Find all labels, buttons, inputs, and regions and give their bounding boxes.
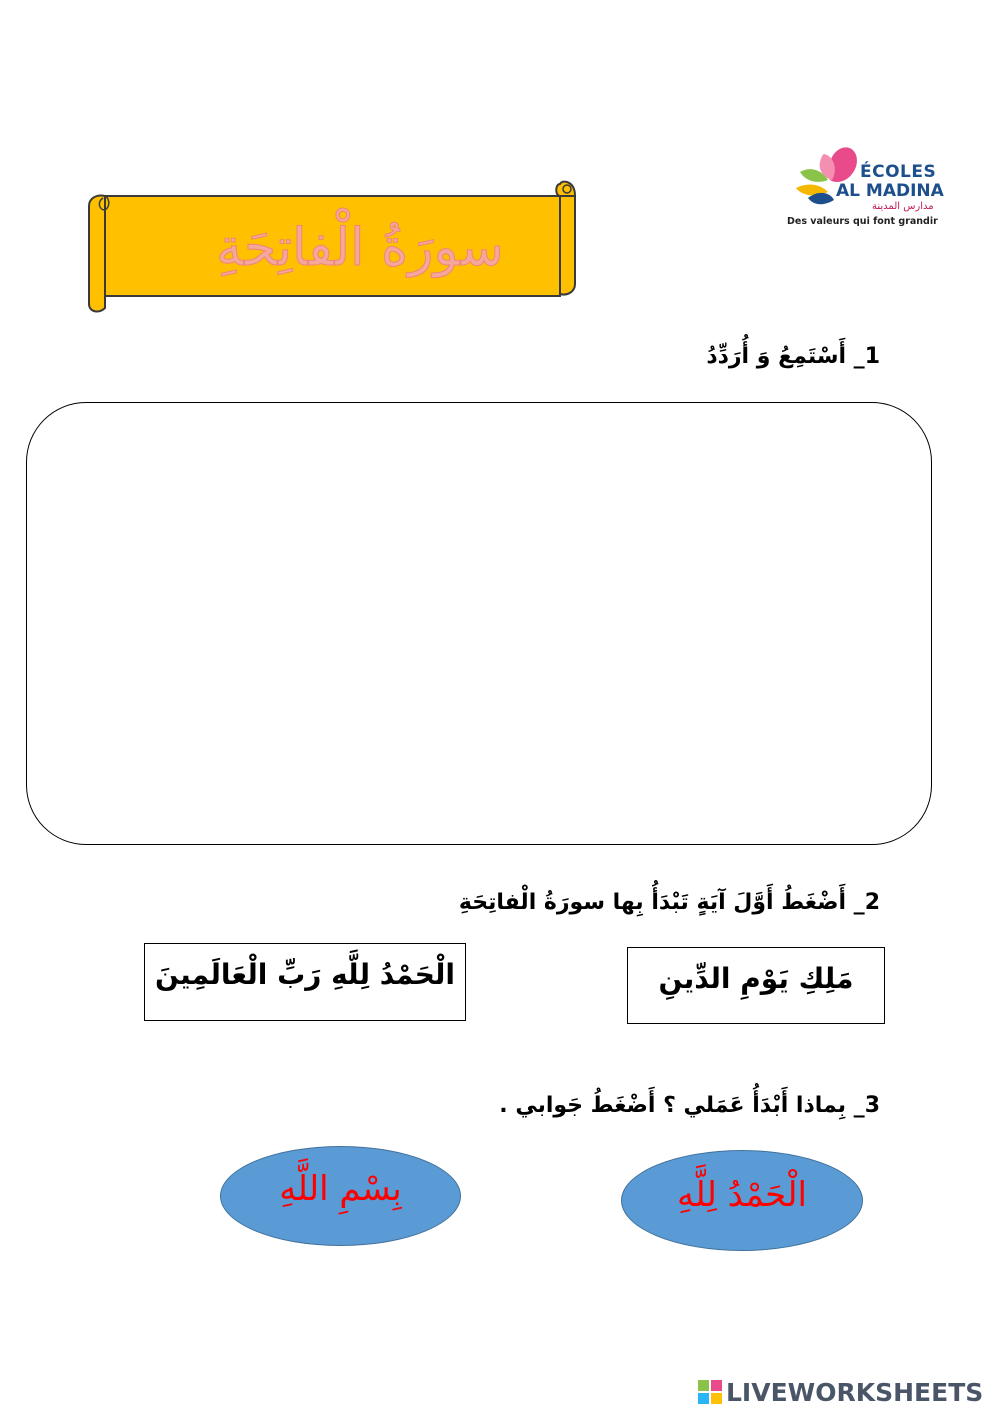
answer-alhamdulillah-button[interactable]: الْحَمْدُ لِلَّهِ bbox=[621, 1150, 863, 1251]
liveworksheets-icon bbox=[698, 1380, 722, 1406]
logo-line2: AL MADINA bbox=[836, 181, 944, 201]
footer-brand-text: LIVEWORKSHEETS bbox=[726, 1378, 984, 1407]
audio-listen-area[interactable] bbox=[26, 402, 932, 845]
title-banner bbox=[85, 176, 580, 316]
logo-line1: ÉCOLES bbox=[860, 162, 937, 182]
flower-icon bbox=[790, 140, 870, 215]
question-1: 1_ أَسْتَمِعُ وَ أُرَدِّدُ bbox=[706, 344, 880, 369]
school-logo bbox=[787, 140, 970, 235]
answer-bismillah-button[interactable]: بِسْمِ اللَّهِ bbox=[220, 1146, 461, 1246]
logo-arabic-name: مدارس المدينة bbox=[872, 201, 934, 212]
surah-title: سورَةُ الْفاتِحَةِ bbox=[216, 218, 504, 278]
question-2: 2_ أَضْغَطُ أَوَّلَ آيَةٍ تَبْدَأُ بِها سورَةُ الْفاتِحَةِ bbox=[458, 890, 880, 915]
question-3: 3_ بِماذا أَبْدَأُ عَمَلي ؟ أَضْغَطُ جَوابي . bbox=[499, 1093, 880, 1118]
verse-option-maliki[interactable]: مَلِكِ يَوْمِ الدِّينِ bbox=[627, 947, 885, 1024]
verse-option-alhamdulillah[interactable]: الْحَمْدُ لِلَّهِ رَبِّ الْعَالَمِينَ bbox=[144, 943, 466, 1021]
logo-tagline: Des valeurs qui font grandir bbox=[787, 216, 938, 227]
